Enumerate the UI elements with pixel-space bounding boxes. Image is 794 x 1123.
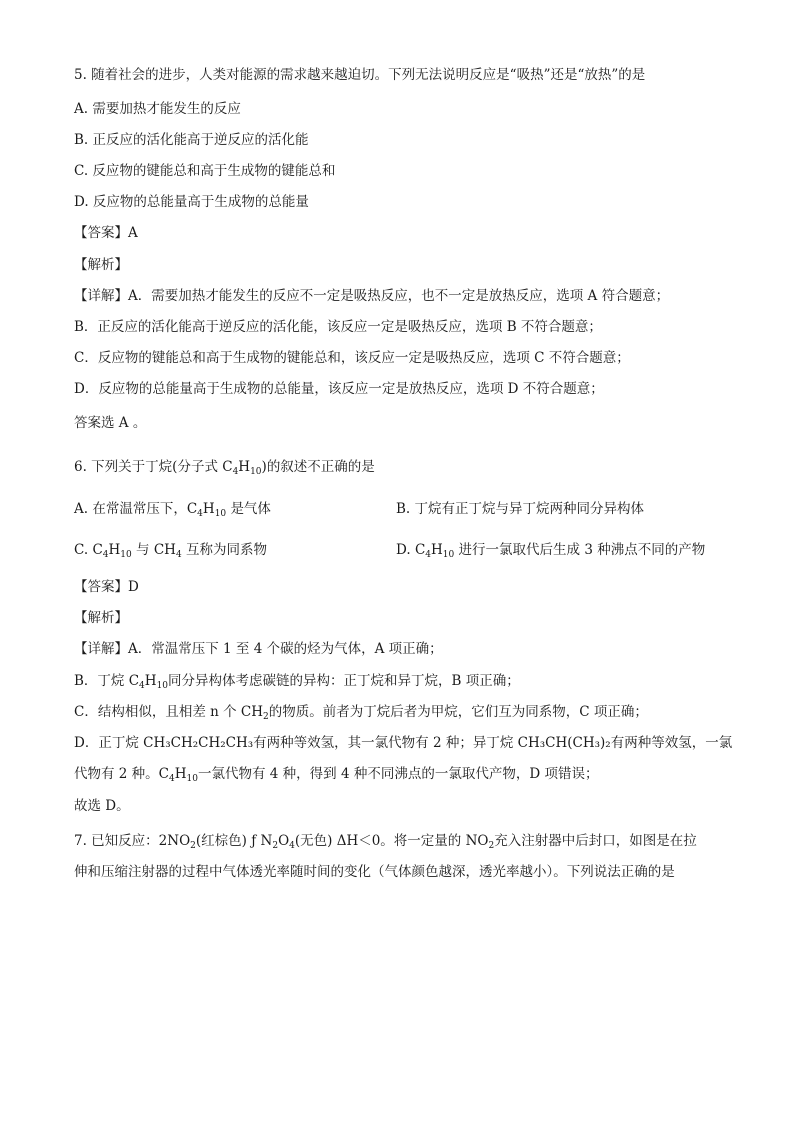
- q6-detail-2: B．丁烷 $C_4H_{10}$同分异构体考虑碳链的异构：正丁烷和异丁烷，B 项正确；: [74, 673, 520, 691]
- q5-option-c: C. 反应物的键能总和高于生成物的键能总和: [74, 163, 336, 179]
- q5-detail-2: B．正反应的活化能高于逆反应的活化能，该反应一定是吸热反应，选项 B 不符合题意；: [74, 319, 602, 335]
- q5-analysis-tag: 【解析】: [74, 257, 128, 273]
- q5-detail-1: 【详解】A．需要加热才能发生的反应不一定是吸热反应，也不一定是放热反应，选项 A 符合题意；: [74, 288, 670, 304]
- q6-detail-3: C．结构相似，且相差 n 个 $CH_2$的物质。前者为丁烷后者为甲烷，它们互为同系物，C 项正确；: [74, 704, 648, 722]
- q6-analysis-tag: 【解析】: [74, 610, 128, 626]
- q5-conclusion: 答案选 A 。: [74, 415, 147, 431]
- q6-stem: 6. 下列关于丁烷(分子式 $C_4H_{10}$)的叙述不正确的是: [74, 459, 375, 477]
- q5-stem: 5. 随着社会的进步，人类对能源的需求越来越迫切。下列无法说明反应是“吸热”还是“放热”的是: [74, 67, 646, 83]
- q6-detail-4: D．正丁烷 CH₃CH₂CH₂CH₃有两种等效氢，其一氯代物有 2 种；异丁烷 CH₃CH(CH₃)₂有两种等效氢，一氯: [74, 735, 733, 751]
- q5-option-a: A. 需要加热才能发生的反应: [74, 101, 241, 117]
- q6-detail-1: 【详解】A．常温常压下 1 至 4 个碳的烃为气体，A 项正确；: [74, 641, 443, 657]
- q6-answer: 【答案】D: [74, 579, 139, 595]
- q7-stem-line-1: 7. 已知反应：$2NO_2$(红棕色) ƒ $N_2O_4$(无色) ΔH＜0。将一定量的 $NO_2$充入注射器中后封口，如图是在拉: [74, 833, 697, 851]
- q5-option-d: D. 反应物的总能量高于生成物的总能量: [74, 194, 309, 210]
- q5-detail-4: D．反应物的总能量高于生成物的总能量，该反应一定是放热反应，选项 D 不符合题意；: [74, 381, 604, 397]
- q5-answer: 【答案】A: [74, 225, 138, 241]
- q6-option-c: C. $C_4H_{10}$ 与 $CH_4$ 互称为同系物: [74, 542, 267, 560]
- q6-option-b: B. 丁烷有正丁烷与异丁烷两种同分异构体: [396, 501, 645, 517]
- q6-option-a: A. 在常温常压下，$C_4H_{10}$ 是气体: [74, 501, 271, 519]
- q6-conclusion: 故选 D。: [74, 798, 130, 814]
- q6-option-d: D. $C_4H_{10}$ 进行一氯取代后生成 3 种沸点不同的产物: [396, 542, 706, 560]
- q6-detail-5: 代物有 2 种。$C_4H_{10}$一氯代物有 4 种，得到 4 种不同沸点的一氯取代产物，D 项错误；: [74, 766, 599, 784]
- q5-option-b: B. 正反应的活化能高于逆反应的活化能: [74, 132, 309, 148]
- q7-stem-line-2: 伸和压缩注射器的过程中气体透光率随时间的变化（气体颜色越深，透光率越小）。下列说法正确的是: [74, 864, 675, 880]
- q5-detail-3: C．反应物的键能总和高于生成物的键能总和，该反应一定是吸热反应，选项 C 不符合题意；: [74, 350, 630, 366]
